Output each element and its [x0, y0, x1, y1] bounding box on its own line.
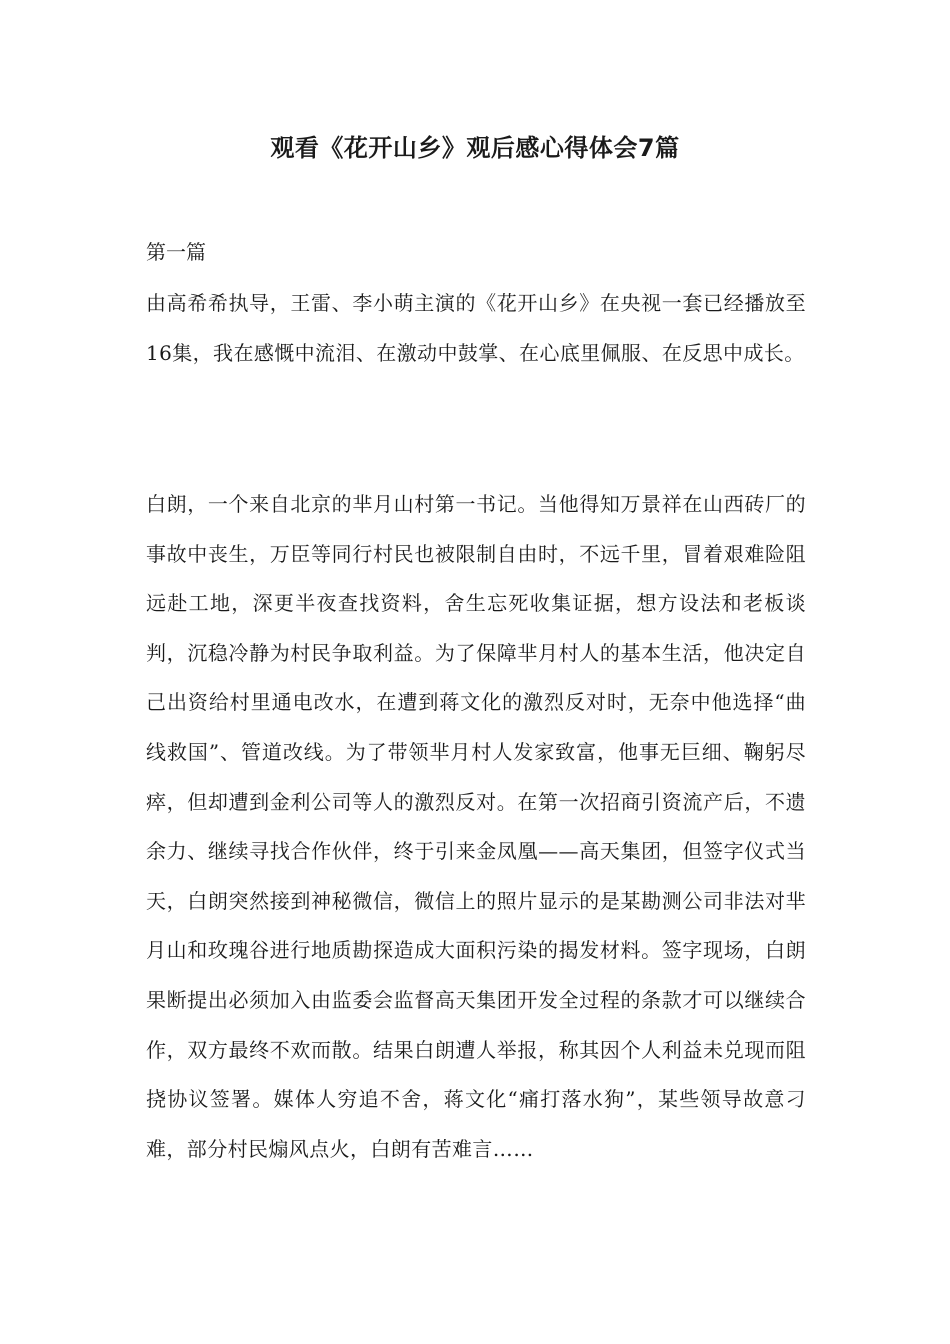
document-title: 观看《花开山乡》观后感心得体会7篇 [270, 134, 680, 162]
section-label: 第一篇 [146, 240, 206, 264]
body-paragraph: 由高希希执导，王雷、李小萌主演的《花开山乡》在央视一套已经播放至16集，我在感慨中流泪、在激动中鼓掌、在心底里佩服、在反思中成长。 [146, 291, 806, 365]
body-paragraph: 白朗，一个来自北京的芈月山村第一书记。当他得知万景祥在山西砖厂的事故中丧生，万臣等同行村民也被限制自由时，不远千里，冒着艰难险阻远赴工地，深更半夜查找资料，舍生忘死收集证据，想方设法和老板谈判，沉稳冷静为村民争取利益。为了保障芈月村人的基本生活，他决定自己出资给村里通电改水，在遭到蒋文化的激烈反对时，无奈中他选择“曲线救国”、管道改线。为了带领芈月村人发家致富，他事无巨细、鞠躬尽瘁，但却遭到金利公司等人的激烈反对。在第一次招商引资流产后，不遗余力、继续寻找合作伙伴，终于引来金凤凰——高天集团，但签字仪式当天，白朗突然接到神秘微信，微信上的照片显示的是某勘测公司非法对芈月山和玫瑰谷进行地质勘探造成大面积污染的揭发材料。签字现场，白朗果断提出必须加入由监委会监督高天集团开发全过程的条款才可以继续合作，双方最终不欢而散。结果白朗遭人举报，称其因个人利益未兑现而阻挠协议签署。媒体人穷追不舍，蒋文化“痛打落水狗”，某些领导故意刁难，部分村民煽风点火，白朗有苦难言…… [146, 492, 806, 1161]
